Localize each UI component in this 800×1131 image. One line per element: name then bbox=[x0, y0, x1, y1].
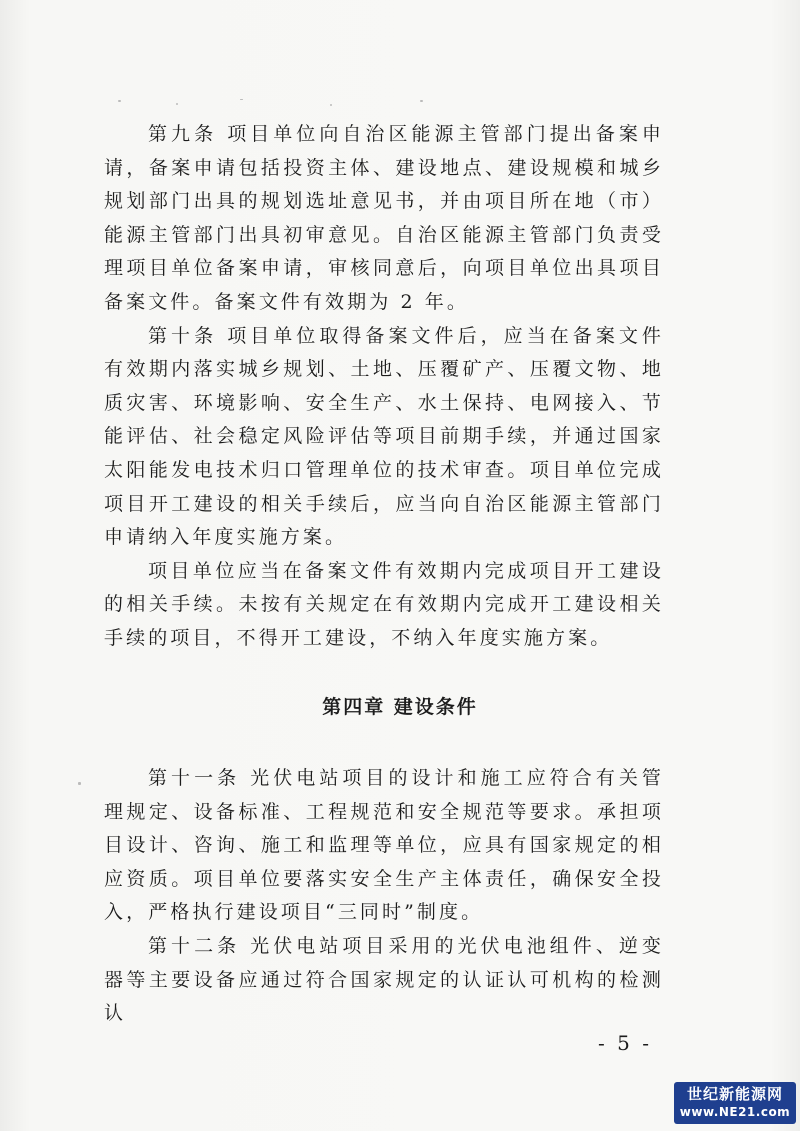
site-watermark-logo bbox=[674, 1082, 796, 1124]
scan-speck bbox=[118, 100, 121, 102]
scan-speck bbox=[176, 103, 178, 105]
watermark-url: www.NE21.com bbox=[679, 1105, 791, 1119]
scan-speck bbox=[330, 104, 332, 106]
body-section-a bbox=[104, 118, 664, 656]
watermark-name: 世纪新能源网 bbox=[686, 1085, 783, 1103]
page-number: - 5 - bbox=[598, 1031, 652, 1055]
chapter-heading: 第四章 建设条件 bbox=[322, 696, 478, 718]
article-10-continuation-paragraph: 项目单位应当在备案文件有效期内完成项目开工建设的相关手续。未按有关规定在有效期内完成开工建设相关手续的项目，不得开工建设，不纳入年度实施方案。 bbox=[104, 559, 664, 649]
scan-speck bbox=[240, 99, 243, 100]
article-10-paragraph: 第十条 项目单位取得备案文件后，应当在备案文件有效期内落实城乡规划、土地、压覆矿产、压覆文物、地质灾害、环境影响、安全生产、水土保持、电网接入、节能评估、社会稳定风险评估等项目前期手续，并通过国家太阳能发电技术归口管理单位的技术审查。项目单位完成项目开工建设的相关手续后，应当向自治区能源主管部门申请纳入年度实施方案。 bbox=[104, 324, 664, 549]
article-12-paragraph: 第十二条 光伏电站项目采用的光伏电池组件、逆变器等主要设备应通过符合国家规定的认证认可机构的检测认 bbox=[104, 934, 664, 1025]
article-9-paragraph: 第九条 项目单位向自治区能源主管部门提出备案申请，备案申请包括投资主体、建设地点、建设规模和城乡规划部门出具的规划选址意见书，并由项目所在地（市）能源主管部门出具初审意见。自治区能源主管部门负责受理项目单位备案申请，审核同意后，向项目单位出具项目备案文件。备案文件有效期为 2 年。 bbox=[104, 123, 664, 313]
scan-speck bbox=[420, 100, 423, 102]
body-section-b bbox=[104, 762, 664, 1031]
article-11-paragraph: 第十一条 光伏电站项目的设计和施工应符合有关管理规定、设备标准、工程规范和安全规范等要求。承担项目设计、咨询、施工和监理等单位，应具有国家规定的相应资质。项目单位要落实安全生产主体责任，确保安全投入，严格执行建设项目“三同时”制度。 bbox=[104, 767, 664, 924]
scan-speck bbox=[78, 782, 81, 785]
